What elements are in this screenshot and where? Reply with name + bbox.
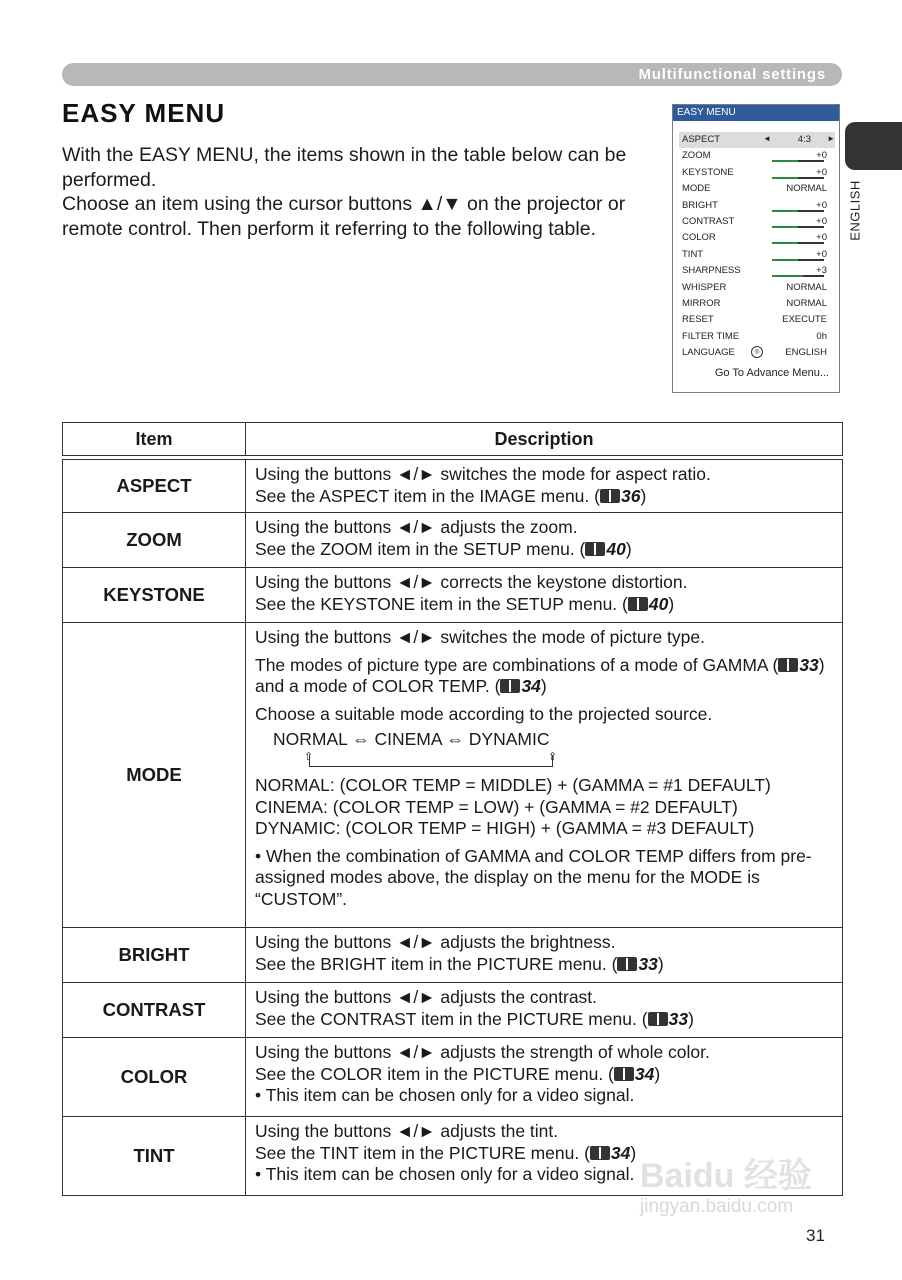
osd-row xyxy=(679,148,835,164)
book-reference-icon xyxy=(585,542,605,556)
table-row xyxy=(63,1038,843,1117)
language-tab-marker xyxy=(845,122,902,170)
osd-row xyxy=(679,181,835,197)
cycle-return-line xyxy=(309,755,553,767)
desc-zoom: Using the buttons ◄/► adjusts the zoom. See the ZOOM item in the SETUP menu. ( 40) xyxy=(246,513,843,568)
language-globe-icon: ◎ xyxy=(751,346,763,358)
osd-row xyxy=(679,165,835,181)
osd-row-value: NORMAL xyxy=(786,183,827,195)
osd-rows xyxy=(679,132,835,361)
osd-row-value: EXECUTE xyxy=(782,314,827,326)
section-header-title: Multifunctional settings xyxy=(638,66,826,83)
page-number: 31 xyxy=(806,1226,825,1245)
header-description: Description xyxy=(246,423,843,456)
item-mode: MODE xyxy=(63,623,246,928)
book-reference-icon xyxy=(778,658,798,672)
easy-menu-screenshot xyxy=(672,104,840,393)
book-reference-icon xyxy=(617,957,637,971)
cycle-arrow-up-icon: ⇧ xyxy=(304,751,314,763)
desc-tint: Using the buttons ◄/► adjusts the tint. See the TINT item in the PICTURE menu. ( 34) • This item can be chosen only for a video signal. xyxy=(246,1117,843,1196)
osd-row-label: MODE xyxy=(682,183,711,195)
item-bright: BRIGHT xyxy=(63,928,246,983)
osd-row-value: +0 xyxy=(816,166,827,178)
osd-row-label: LANGUAGE xyxy=(682,347,735,359)
osd-title: EASY MENU xyxy=(673,105,839,121)
intro-text xyxy=(62,143,632,241)
osd-row-label: SHARPNESS xyxy=(682,265,741,277)
osd-row-label: ASPECT xyxy=(682,134,721,145)
osd-row xyxy=(679,214,835,230)
desc-mode: Using the buttons ◄/► switches the mode of picture type. The modes of picture type are combinations of a mode of GAMMA ( 33) and a mode of COLOR TEMP. ( 34) Choose a suitable mode according to the projected source. NORMAL ⇔ CINEMA ⇔ DYNAMIC ⇧ ⇧ NORMAL: (COLOR TEMP = MIDDLE) + (GAMMA = #1 DEFAULT) CINEMA: (COLOR TEMP = LOW) + (GAMMA = #2 DEFAULT) DYNAMIC: (COLOR TEMP = HIGH) + (GAMMA = #3 DEFAULT) • When the combination of GAMMA and COLOR TEMP differs from pre-assigned modes above, the display on the menu for the MODE is “CUSTOM”. xyxy=(246,623,843,928)
table-row xyxy=(63,460,843,513)
book-reference-icon xyxy=(614,1067,634,1081)
osd-row xyxy=(679,230,835,246)
book-reference-icon xyxy=(628,597,648,611)
desc-contrast: Using the buttons ◄/► adjusts the contrast. See the CONTRAST item in the PICTURE menu. ( 33) xyxy=(246,983,843,1038)
table-row xyxy=(63,623,843,928)
osd-row-value: ENGLISH xyxy=(785,347,827,359)
osd-level-fill xyxy=(772,242,798,244)
page-title: EASY MENU xyxy=(62,98,226,128)
osd-footer: Go To Advance Menu... xyxy=(714,367,829,379)
item-keystone: KEYSTONE xyxy=(63,568,246,623)
osd-row xyxy=(679,312,835,328)
book-reference-icon xyxy=(590,1146,610,1160)
desc-bright: Using the buttons ◄/► adjusts the brightness. See the BRIGHT item in the PICTURE menu. ( 33) xyxy=(246,928,843,983)
osd-row-value: 0h xyxy=(816,330,827,342)
osd-row-value: NORMAL xyxy=(786,297,827,309)
osd-row-label: KEYSTONE xyxy=(682,166,734,178)
osd-level-fill xyxy=(772,210,798,212)
intro-paragraph-1: With the EASY MENU, the items shown in the table below can be performed. xyxy=(62,144,627,191)
osd-row-value: NORMAL xyxy=(786,281,827,293)
osd-level-fill xyxy=(772,226,798,228)
osd-row xyxy=(679,345,835,361)
osd-row-value: +0 xyxy=(816,232,827,244)
table-row xyxy=(63,983,843,1038)
osd-row xyxy=(679,132,835,148)
osd-row xyxy=(679,247,835,263)
osd-row-label: ZOOM xyxy=(682,150,711,162)
osd-row-value: 4:3 xyxy=(797,134,811,145)
triangle-left-icon: ◄ xyxy=(763,134,771,143)
desc-aspect: Using the buttons ◄/► switches the mode for aspect ratio. See the ASPECT item in the IMAGE menu. ( 36) xyxy=(246,460,843,513)
osd-level-fill xyxy=(772,160,798,162)
table-row xyxy=(63,513,843,568)
mode-cycle-diagram: NORMAL ⇔ CINEMA ⇔ DYNAMIC ⇧ ⇧ xyxy=(273,729,834,769)
osd-row xyxy=(679,296,835,312)
osd-level-fill xyxy=(772,275,803,277)
osd-row-value: +3 xyxy=(816,265,827,277)
osd-row-value: +0 xyxy=(816,248,827,260)
header-item: Item xyxy=(63,423,246,456)
osd-row xyxy=(679,198,835,214)
osd-row xyxy=(679,329,835,345)
item-contrast: CONTRAST xyxy=(63,983,246,1038)
item-color: COLOR xyxy=(63,1038,246,1117)
book-reference-icon xyxy=(600,489,620,503)
table-header-row xyxy=(63,423,843,456)
osd-row-value: +0 xyxy=(816,150,827,162)
osd-row-label: FILTER TIME xyxy=(682,330,740,342)
triangle-right-icon: ► xyxy=(827,134,835,143)
book-reference-icon xyxy=(648,1012,668,1026)
intro-paragraph-2: Choose an item using the cursor buttons ▲/▼ on the projector or remote control. Then perform it referring to the following table. xyxy=(62,193,626,240)
osd-row-label: CONTRAST xyxy=(682,215,735,227)
item-zoom: ZOOM xyxy=(63,513,246,568)
osd-row xyxy=(679,263,835,279)
section-header-bar xyxy=(62,63,842,86)
book-reference-icon xyxy=(500,679,520,693)
language-side-label: ENGLISH xyxy=(847,180,863,241)
desc-color: Using the buttons ◄/► adjusts the strength of whole color. See the COLOR item in the PICTURE menu. ( 34) • This item can be chosen only for a video signal. xyxy=(246,1038,843,1117)
osd-level-fill xyxy=(772,177,798,179)
osd-row-label: WHISPER xyxy=(682,281,727,293)
item-aspect: ASPECT xyxy=(63,460,246,513)
osd-row-label: BRIGHT xyxy=(682,199,718,211)
desc-keystone: Using the buttons ◄/► corrects the keystone distortion. See the KEYSTONE item in the SETUP menu. ( 40) xyxy=(246,568,843,623)
osd-row-label: RESET xyxy=(682,314,714,326)
table-row xyxy=(63,568,843,623)
cycle-arrow-up-icon: ⇧ xyxy=(548,751,558,763)
watermark-logo: Baidu 经验 xyxy=(640,1157,812,1195)
item-tint: TINT xyxy=(63,1117,246,1196)
watermark-url: jingyan.baidu.com xyxy=(640,1196,794,1217)
osd-row xyxy=(679,280,835,296)
table-row xyxy=(63,928,843,983)
osd-level-fill xyxy=(772,259,798,261)
easy-menu-table xyxy=(62,422,843,1196)
osd-row-value: +0 xyxy=(816,199,827,211)
osd-row-label: MIRROR xyxy=(682,297,721,309)
osd-row-label: TINT xyxy=(682,248,704,260)
osd-row-value: +0 xyxy=(816,215,827,227)
osd-row-label: COLOR xyxy=(682,232,716,244)
